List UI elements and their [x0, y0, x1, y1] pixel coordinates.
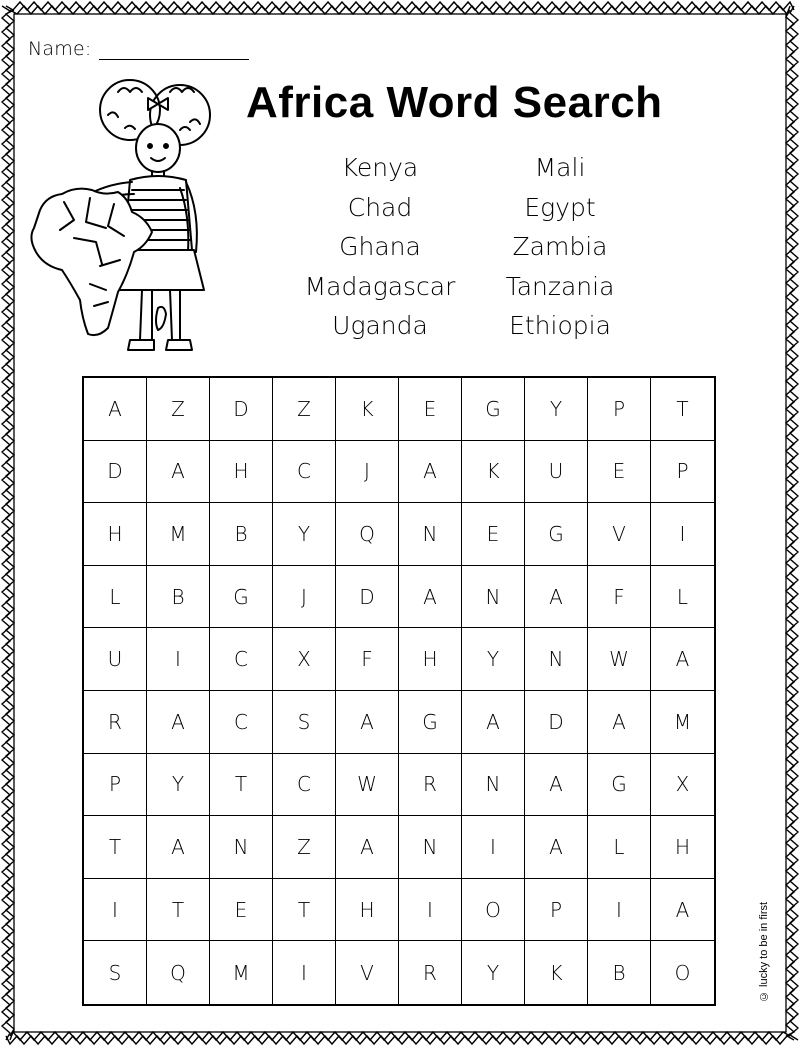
grid-cell[interactable]: G: [462, 378, 525, 441]
grid-cell[interactable]: L: [651, 566, 714, 629]
grid-cell[interactable]: Q: [147, 941, 210, 1004]
grid-cell[interactable]: O: [674, 960, 691, 985]
grid-cell[interactable]: B: [147, 566, 210, 629]
grid-cell[interactable]: Y: [273, 503, 336, 566]
grid-cell[interactable]: D: [84, 441, 147, 504]
grid-cell[interactable]: A: [525, 566, 588, 629]
word-ethiopia: Ethiopia: [509, 311, 611, 341]
grid-cell[interactable]: J: [336, 441, 399, 504]
grid-cell[interactable]: N: [399, 816, 462, 879]
word-search-grid: [82, 376, 716, 1006]
grid-cell[interactable]: I: [399, 879, 462, 942]
grid-cell[interactable]: E: [588, 441, 651, 504]
grid-cell[interactable]: A: [336, 816, 399, 879]
grid-cell[interactable]: T: [273, 879, 336, 942]
grid-cell[interactable]: P: [588, 378, 651, 441]
grid-cell[interactable]: A: [147, 816, 210, 879]
grid-cell[interactable]: V: [588, 503, 651, 566]
grid-cell[interactable]: H: [399, 628, 462, 691]
grid-cell[interactable]: O: [462, 879, 525, 942]
grid-cell[interactable]: Q: [336, 503, 399, 566]
grid-cell[interactable]: Z: [273, 378, 336, 441]
grid-cell[interactable]: Y: [462, 941, 525, 1004]
grid-cell[interactable]: H: [84, 503, 147, 566]
grid-cell[interactable]: U: [84, 628, 147, 691]
grid-cell[interactable]: R: [399, 754, 462, 817]
grid-cell[interactable]: Y: [525, 378, 588, 441]
grid-cell[interactable]: U: [525, 441, 588, 504]
grid-cell[interactable]: A: [147, 441, 210, 504]
name-underline[interactable]: [99, 41, 249, 60]
grid-cell[interactable]: C: [273, 441, 336, 504]
grid-cell[interactable]: N: [462, 566, 525, 629]
grid-cell[interactable]: M: [147, 503, 210, 566]
grid-cell[interactable]: N: [525, 628, 588, 691]
grid-cell[interactable]: A: [651, 628, 714, 691]
grid-cell[interactable]: F: [588, 566, 651, 629]
grid-cell[interactable]: A: [525, 754, 588, 817]
grid-cell[interactable]: W: [336, 754, 399, 817]
grid-cell[interactable]: B: [210, 503, 273, 566]
word-mali: Mali: [534, 153, 586, 183]
grid-cell[interactable]: K: [336, 378, 399, 441]
grid-cell[interactable]: X: [651, 754, 714, 817]
grid-cell[interactable]: Z: [147, 378, 210, 441]
grid-cell[interactable]: C: [273, 754, 336, 817]
grid-cell[interactable]: L: [588, 816, 651, 879]
grid-cell[interactable]: J: [273, 566, 336, 629]
grid-cell[interactable]: A: [525, 816, 588, 879]
grid-cell[interactable]: A: [147, 691, 210, 754]
grid-cell[interactable]: G: [588, 754, 651, 817]
grid-cell[interactable]: I: [84, 879, 147, 942]
grid-cell[interactable]: H: [210, 441, 273, 504]
grid-cell[interactable]: A: [336, 691, 399, 754]
grid-cell[interactable]: G: [210, 566, 273, 629]
grid-cell[interactable]: R: [84, 691, 147, 754]
grid-cell[interactable]: C: [210, 628, 273, 691]
grid-cell[interactable]: T: [651, 378, 714, 441]
grid-cell[interactable]: I: [147, 628, 210, 691]
grid-cell[interactable]: D: [525, 691, 588, 754]
grid-cell[interactable]: I: [651, 503, 714, 566]
grid-cell[interactable]: A: [399, 441, 462, 504]
grid-cell[interactable]: N: [399, 503, 462, 566]
grid-cell[interactable]: Y: [147, 754, 210, 817]
copyright-credit: © lucky to be in first: [758, 901, 770, 1002]
grid-cell[interactable]: D: [210, 378, 273, 441]
grid-cell[interactable]: N: [210, 816, 273, 879]
grid-cell[interactable]: T: [210, 754, 273, 817]
grid-cell[interactable]: E: [462, 503, 525, 566]
grid-cell[interactable]: N: [462, 754, 525, 817]
word-list: [290, 148, 650, 348]
grid-cell[interactable]: B: [588, 941, 651, 1004]
grid-cell[interactable]: I: [588, 879, 651, 942]
grid-cell[interactable]: A: [651, 879, 714, 942]
grid-cell[interactable]: E: [210, 879, 273, 942]
page-title: Africa Word Search: [246, 78, 663, 127]
grid-cell[interactable]: I: [273, 941, 336, 1004]
grid-cell[interactable]: A: [462, 691, 525, 754]
name-label: Name:: [28, 38, 92, 60]
grid-cell[interactable]: K: [525, 941, 588, 1004]
grid-cell[interactable]: T: [84, 816, 147, 879]
grid-cell[interactable]: H: [336, 879, 399, 942]
word-ghana: Ghana: [339, 232, 421, 262]
grid-cell[interactable]: M: [651, 691, 714, 754]
grid-cell[interactable]: D: [336, 566, 399, 629]
grid-cell[interactable]: K: [462, 441, 525, 504]
grid-cell[interactable]: G: [525, 503, 588, 566]
word-uganda: Uganda: [332, 311, 428, 341]
girl-holding-africa-map-illustration: [30, 70, 230, 370]
grid-cell[interactable]: M: [210, 941, 273, 1004]
grid-cell[interactable]: I: [462, 816, 525, 879]
grid-cell[interactable]: X: [273, 628, 336, 691]
word-egypt: Egypt: [524, 192, 596, 222]
grid-cell[interactable]: E: [399, 378, 462, 441]
grid-cell[interactable]: Z: [273, 816, 336, 879]
grid-cell[interactable]: V: [336, 941, 399, 1004]
grid-cell[interactable]: P: [651, 441, 714, 504]
grid-cell[interactable]: S: [273, 691, 336, 754]
grid-cell[interactable]: S: [84, 941, 147, 1004]
grid-cell[interactable]: A: [84, 378, 147, 441]
grid-cell[interactable]: F: [336, 628, 399, 691]
word-tanzania: Tanzania: [505, 271, 615, 301]
grid-cell[interactable]: P: [525, 879, 588, 942]
word-madagascar: Madagascar: [304, 271, 456, 301]
grid-cell[interactable]: C: [210, 691, 273, 754]
grid-cell[interactable]: A: [588, 691, 651, 754]
grid-cell[interactable]: T: [147, 879, 210, 942]
grid-cell[interactable]: L: [84, 566, 147, 629]
name-field[interactable]: [28, 34, 249, 60]
word-kenya: Kenya: [341, 153, 419, 183]
grid-cell[interactable]: Y: [462, 628, 525, 691]
grid-cell[interactable]: R: [399, 941, 462, 1004]
grid-cell[interactable]: A: [399, 566, 462, 629]
grid-cell[interactable]: G: [399, 691, 462, 754]
grid-cell[interactable]: H: [651, 816, 714, 879]
grid-cell[interactable]: P: [84, 754, 147, 817]
word-zambia: Zambia: [512, 232, 608, 262]
word-chad: Chad: [347, 192, 413, 222]
grid-cell[interactable]: W: [588, 628, 651, 691]
